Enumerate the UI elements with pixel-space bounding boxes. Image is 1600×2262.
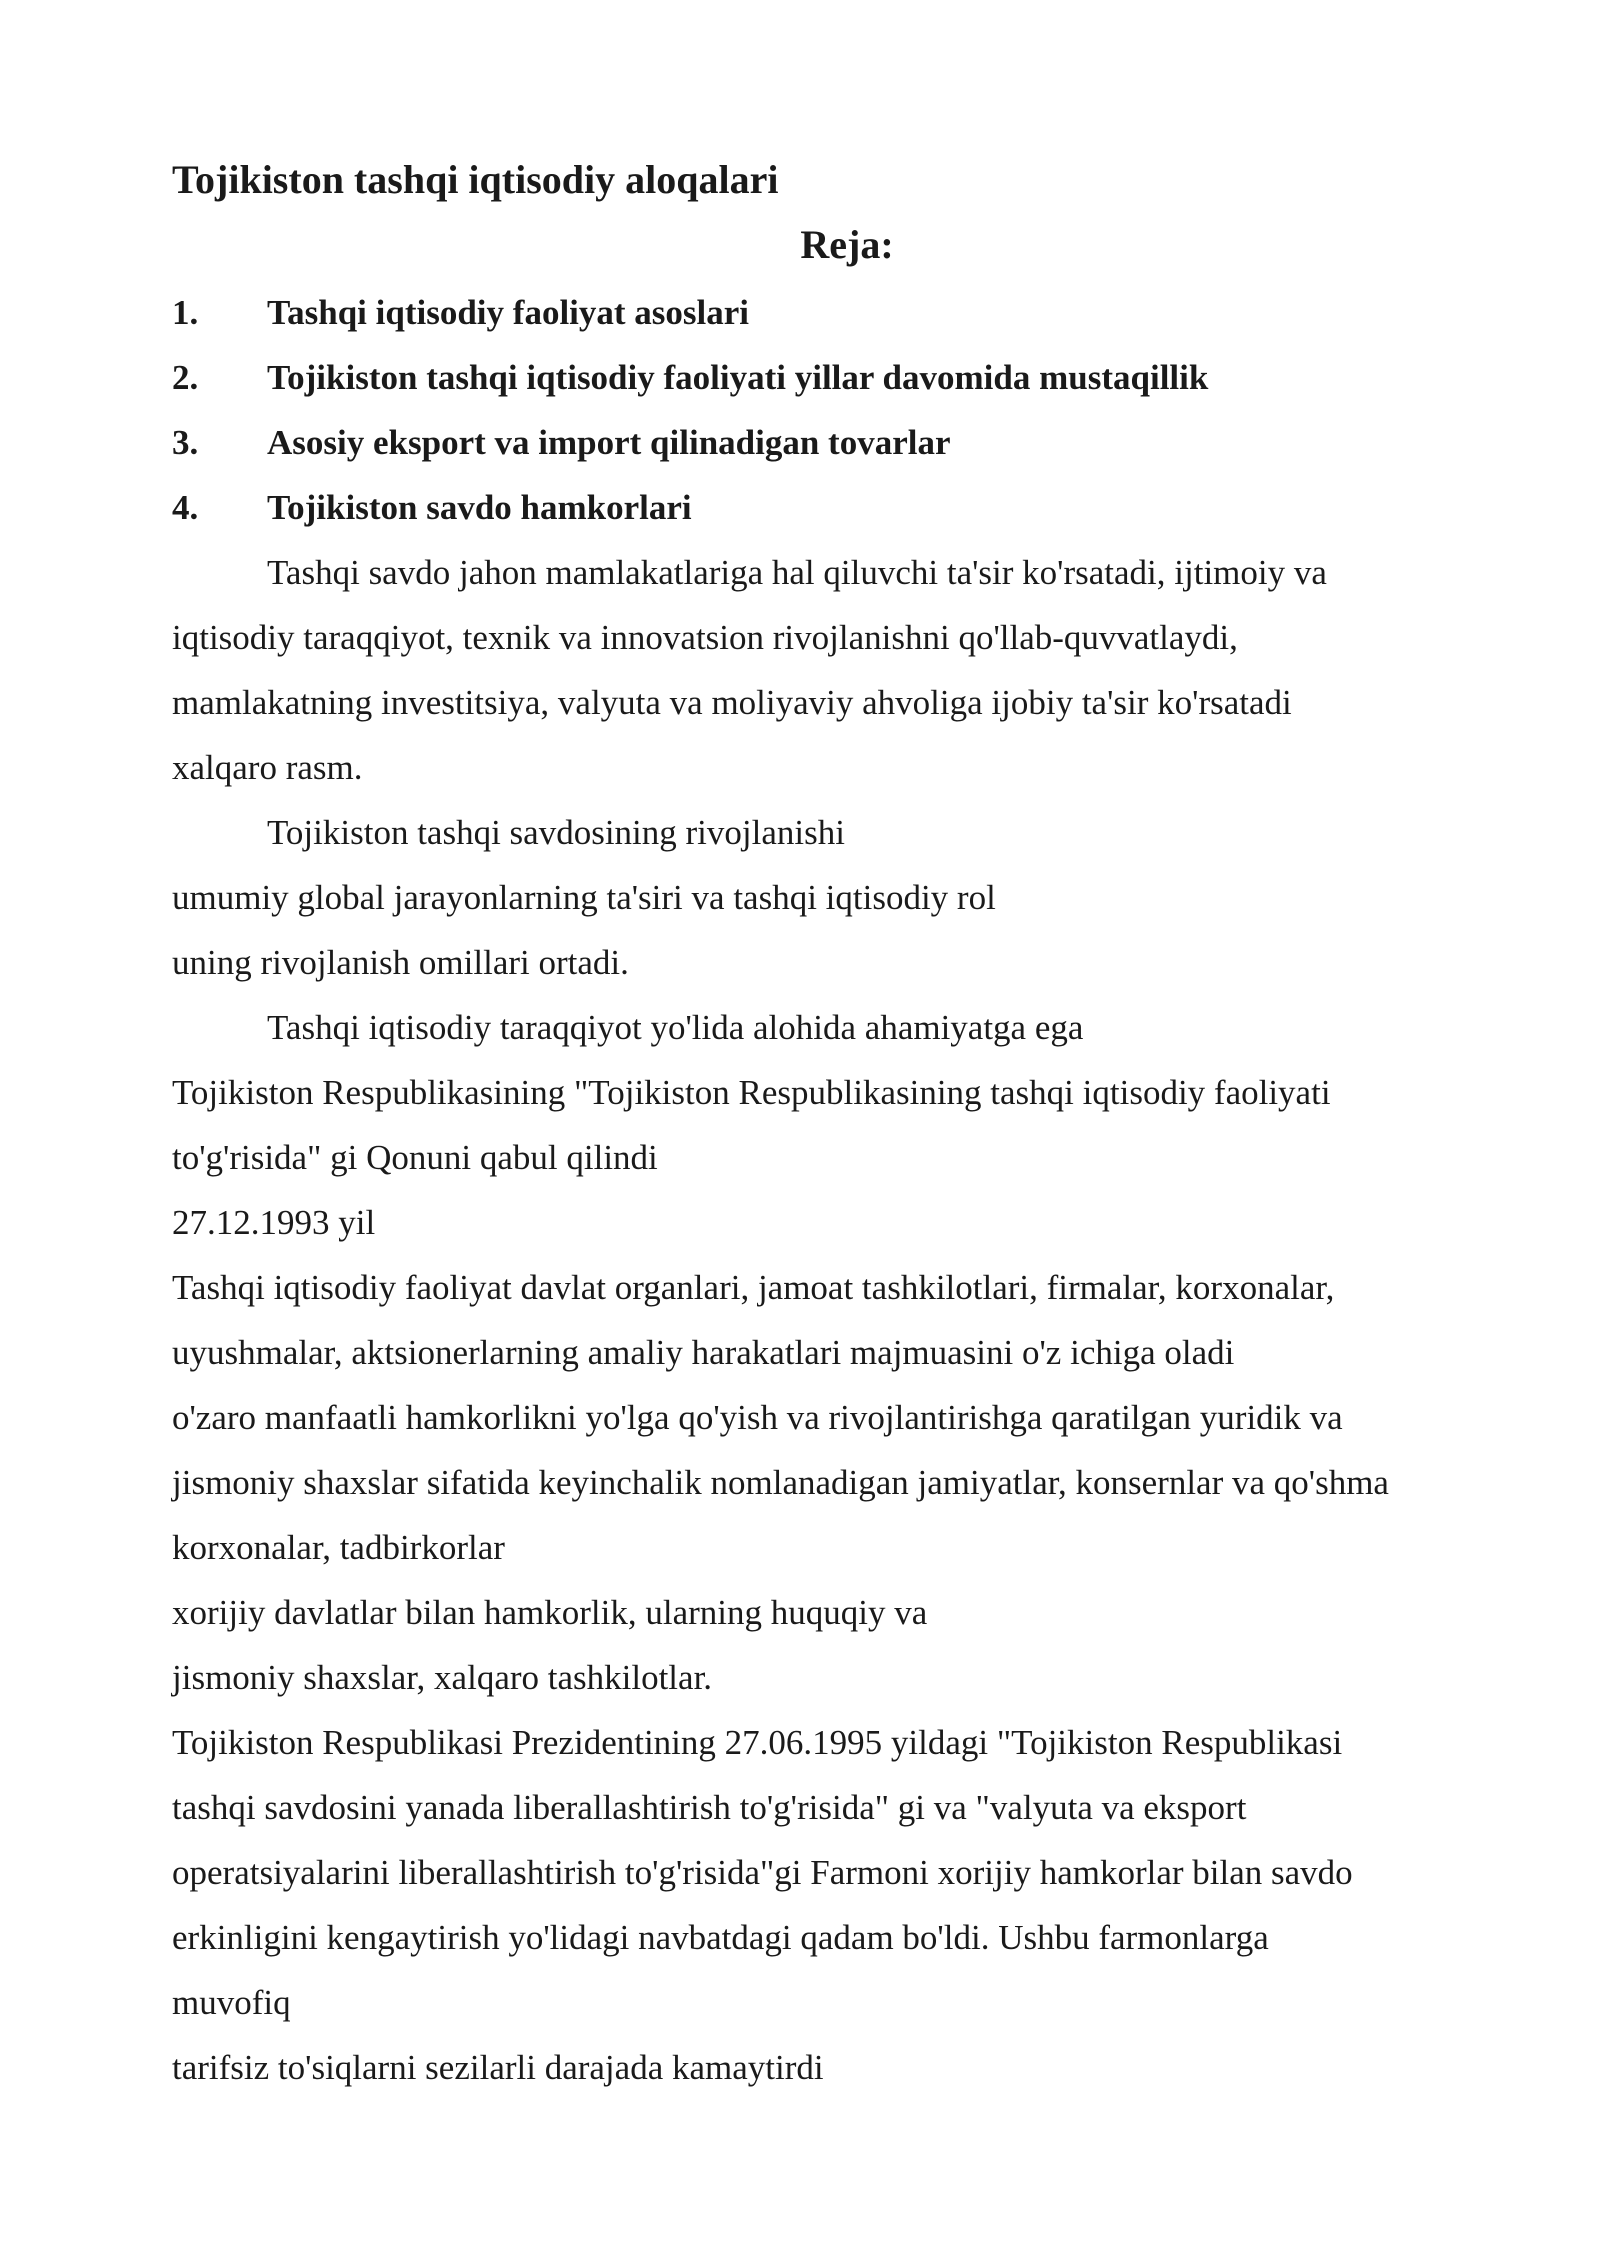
plan-item-number: 2. (172, 358, 199, 397)
body-line: muvofiq (172, 1983, 291, 2022)
body-line: Tashqi iqtisodiy taraqqiyot yo'lida alohida ahamiyatga ega (267, 1008, 1084, 1047)
body-line: jismoniy shaxslar sifatida keyinchalik nomlanadigan jamiyatlar, konsernlar va qo'shma (172, 1463, 1389, 1502)
plan-item-text: Tojikiston savdo hamkorlari (267, 488, 692, 527)
body-line: iqtisodiy taraqqiyot, texnik va innovatsion rivojlanishni qo'llab-quvvatlaydi, (172, 618, 1238, 657)
body-line: mamlakatning investitsiya, valyuta va moliyaviy ahvoliga ijobiy ta'sir ko'rsatadi (172, 683, 1292, 722)
body-line: xorijiy davlatlar bilan hamkorlik, ularning huquqiy va (172, 1593, 928, 1632)
plan-item-text: Tashqi iqtisodiy faoliyat asoslari (267, 293, 750, 332)
body-line: Tashqi iqtisodiy faoliyat davlat organlari, jamoat tashkilotlari, firmalar, korxonalar, (172, 1268, 1335, 1307)
body-line: to'g'risida" gi Qonuni qabul qilindi (172, 1138, 658, 1177)
plan-heading: Reja: (800, 222, 894, 267)
body-line: uyushmalar, aktsionerlarning amaliy harakatlari majmuasini o'z ichiga oladi (172, 1333, 1235, 1372)
plan-item-text: Tojikiston tashqi iqtisodiy faoliyati yillar davomida mustaqillik (267, 358, 1209, 397)
body-line: Tojikiston Respublikasining "Tojikiston Respublikasining tashqi iqtisodiy faoliyati (172, 1073, 1331, 1112)
plan-item (172, 410, 1492, 475)
body-line: xalqaro rasm. (172, 748, 363, 787)
body-line: korxonalar, tadbirkorlar (172, 1528, 505, 1567)
plan-item-number: 4. (172, 488, 199, 527)
body-line: operatsiyalarini liberallashtirish to'g'risida"gi Farmoni xorijiy hamkorlar bilan savdo (172, 1853, 1353, 1892)
body-line: Tojikiston Respublikasi Prezidentining 27.06.1995 yildagi "Tojikiston Respublikasi (172, 1723, 1343, 1762)
body-line: erkinligini kengaytirish yo'lidagi navbatdagi qadam bo'ldi. Ushbu farmonlarga (172, 1918, 1269, 1957)
body-line: 27.12.1993 yil (172, 1203, 376, 1242)
plan-item (172, 475, 1492, 540)
body-line: o'zaro manfaatli hamkorlikni yo'lga qo'yish va rivojlantirishga qaratilgan yuridik va (172, 1398, 1343, 1437)
body-line: tashqi savdosini yanada liberallashtirish to'g'risida" gi va "valyuta va eksport (172, 1788, 1247, 1827)
plan-item (172, 280, 1492, 345)
plan-item-number: 1. (172, 293, 199, 332)
body-line: uning rivojlanish omillari ortadi. (172, 943, 629, 982)
plan-list (172, 280, 1492, 540)
body-line: Tashqi savdo jahon mamlakatlariga hal qiluvchi ta'sir ko'rsatadi, ijtimoiy va (267, 553, 1327, 592)
body-line: tarifsiz to'siqlarni sezilarli darajada kamaytirdi (172, 2048, 824, 2087)
plan-item-text: Asosiy eksport va import qilinadigan tovarlar (267, 423, 951, 462)
document-title: Tojikiston tashqi iqtisodiy aloqalari (172, 157, 779, 202)
document-content (172, 150, 1492, 2100)
body-line: jismoniy shaxslar, xalqaro tashkilotlar. (172, 1658, 713, 1697)
body-text (172, 540, 1492, 2100)
plan-item-number: 3. (172, 423, 199, 462)
plan-item (172, 345, 1492, 410)
body-line: umumiy global jarayonlarning ta'siri va tashqi iqtisodiy rol (172, 878, 996, 917)
body-line: Tojikiston tashqi savdosining rivojlanishi (267, 813, 845, 852)
